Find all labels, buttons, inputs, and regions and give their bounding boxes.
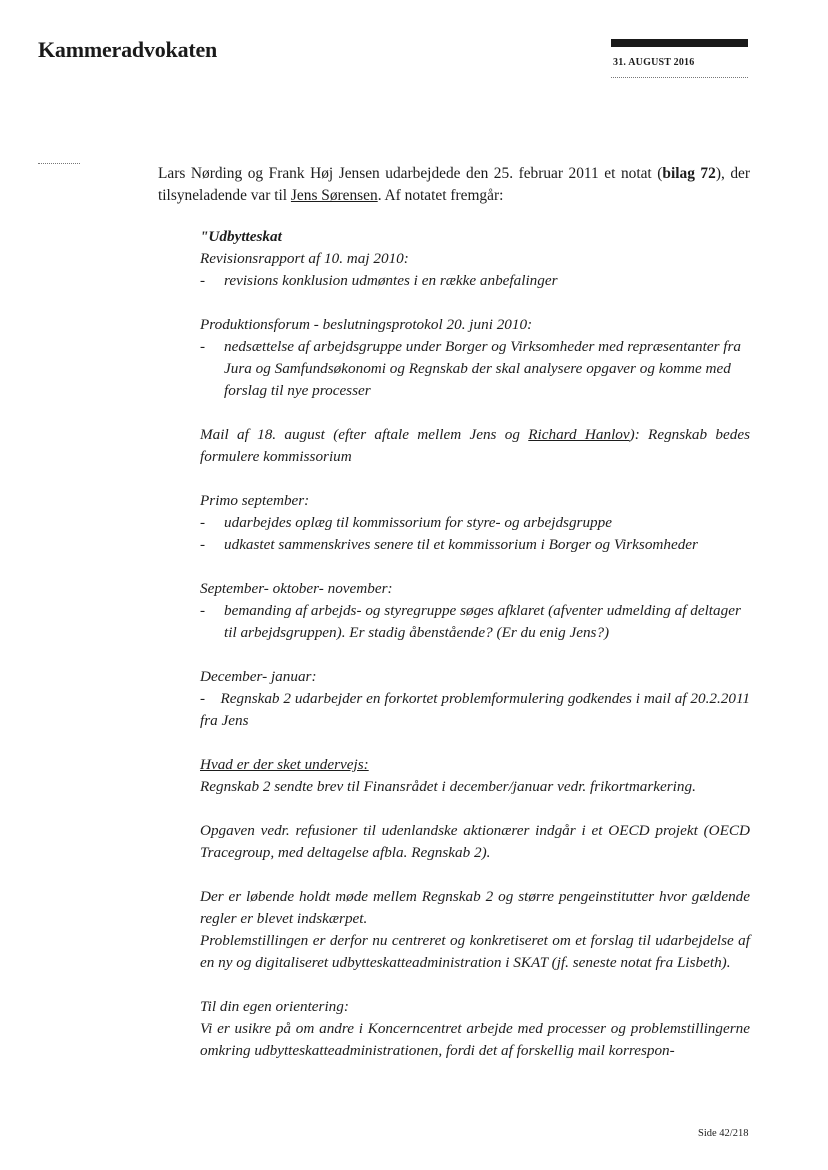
list-item: - udarbejdes oplæg til kommissorium for styre- og arbejdsgruppe xyxy=(200,514,612,531)
header-bar xyxy=(611,39,748,47)
intro-paragraph xyxy=(158,163,750,207)
intro-text-3: . Af notatet fremgår: xyxy=(377,187,504,204)
list-item: - nedsættelse af arbejdsgruppe under Borger og Virksomheder med repræsentanter fra Jura og Samfundsøkonomi og Regnskab der skal analysere opgaver og komme med forslag til nye processer xyxy=(200,338,742,399)
intro-text-1: Lars Nørding og Frank Høj Jensen udarbejdede den 25. februar 2011 et notat ( xyxy=(158,165,663,182)
person-link-richard-hanlov[interactable]: Richard Hanlov xyxy=(528,426,630,443)
paragraph: Opgaven vedr. refusioner til udenlandske aktionærer indgår i et OECD projekt (OECD Tracegroup, med deltagelse afbla. Regnskab 2). xyxy=(200,822,750,861)
mail-paragraph: Mail af 18. august (efter aftale mellem Jens og Richard Hanlov): Regnskab bedes formulere kommissorium xyxy=(200,426,750,465)
header-title: Kammeradvokaten xyxy=(38,37,218,62)
paragraph: Vi er usikre på om andre i Koncerncentret arbejde med processer og problemstillingerne omkring udbytteskatteadministrationen, fordi det af forskellig mail korrespon- xyxy=(200,1020,750,1059)
margin-divider xyxy=(38,163,80,164)
quote-heading: "Udbytteskat xyxy=(200,228,282,245)
page-number: Side 42/218 xyxy=(698,1128,749,1139)
list-item: - bemanding af arbejds- og styregruppe søges afklaret (afventer udmelding af deltager til arbejdsgruppen). Er stadig åbenstående? (Er du enig Jens?) xyxy=(200,602,741,641)
section-title: Revisionsrapport af 10. maj 2010: xyxy=(200,250,409,267)
list-item: - udkastet sammenskrives senere til et kommissorium i Borger og Virksomheder xyxy=(200,536,698,553)
section-title: September- oktober- november: xyxy=(200,580,393,597)
header-divider xyxy=(611,77,748,78)
section-title: Til din egen orientering: xyxy=(200,998,349,1015)
quoted-memo xyxy=(200,226,750,1062)
list-item: - revisions konklusion udmøntes i en række anbefalinger xyxy=(200,272,558,289)
section-title: Primo september: xyxy=(200,492,310,509)
section-title: Hvad er der sket undervejs: xyxy=(200,756,369,773)
section-title: Produktionsforum - beslutningsprotokol 20. juni 2010: xyxy=(200,316,533,333)
section-title: December- januar: xyxy=(200,668,317,685)
bilag-reference: bilag 72 xyxy=(662,165,716,182)
paragraph: Regnskab 2 sendte brev til Finansrådet i december/januar vedr. frikortmarkering. xyxy=(200,778,696,795)
list-item: - Regnskab 2 udarbejder en forkortet problemformulering godkendes i mail af 20.2.2011 fra Jens xyxy=(200,690,751,729)
header-date: 31. AUGUST 2016 xyxy=(613,57,695,68)
intro-text-2: ), der tilsyneladende var til xyxy=(158,165,750,204)
paragraph: Der er løbende holdt møde mellem Regnskab 2 og større pengeinstitutter hvor gældende regler er blevet indskærpet. xyxy=(200,888,750,927)
paragraph: Problemstillingen er derfor nu centreret og konkretiseret om et forslag til udarbejdelse af en ny og digitaliseret udbytteskatteadministration i SKAT (jf. seneste notat fra Lisbeth). xyxy=(200,932,750,971)
person-link-jens-sorensen[interactable]: Jens Sørensen xyxy=(290,187,378,204)
